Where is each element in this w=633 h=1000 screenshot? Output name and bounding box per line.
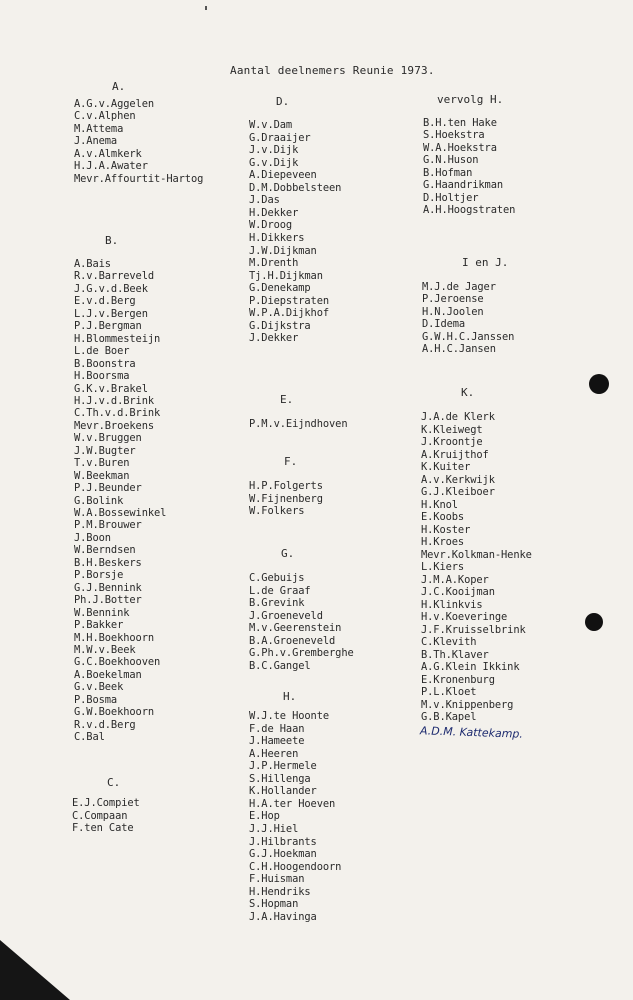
participant-name: M.v.Knippenberg (421, 698, 514, 711)
participant-name: J.W.Bugter (74, 444, 136, 457)
participant-name: J.Kroontje (421, 436, 483, 448)
participant-name: L.Kiers (421, 561, 465, 573)
participant-name: J.W.Dijkman (249, 244, 317, 257)
participant-name: B.H.ten Hake (423, 117, 497, 129)
participant-name: G.N.Huson (423, 154, 479, 167)
participant-name: P.M.Brouwer (74, 519, 142, 532)
participant-name: W.P.A.Dijkhof (249, 307, 330, 320)
participant-name: G.J.Hoekman (249, 848, 317, 861)
participant-name: P.M.v.Eijndhoven (249, 418, 348, 430)
participant-name: H.Boorsma (74, 370, 130, 383)
participant-name: P.Bosma (74, 693, 118, 706)
participant-name: K.Hollander (249, 785, 317, 798)
section-heading: E. (280, 393, 294, 406)
participant-name: J.Boon (74, 531, 111, 544)
participant-name: J.M.A.Koper (421, 573, 489, 586)
section-heading: vervolg H. (437, 93, 504, 106)
participant-name: H.Blommesteijn (74, 332, 161, 345)
section-heading: K. (461, 386, 475, 399)
participant-name: K.Kleiwegt (421, 423, 483, 436)
participant-name: G.C.Boekhooven (74, 656, 161, 669)
participant-name: J.J.Hiel (249, 822, 299, 835)
participant-name: A.v.Almkerk (74, 147, 142, 160)
participant-name: B.H.Beskers (74, 556, 142, 569)
participant-name: H.A.ter Hoeven (249, 797, 336, 810)
participant-name: H.Hendriks (249, 885, 311, 898)
participant-name: C.Th.v.d.Brink (74, 407, 161, 420)
participant-name: A.Boekelman (74, 668, 142, 681)
participant-name: M.H.Boekhoorn (74, 631, 155, 644)
participant-name: H.Klinkvis (421, 598, 483, 611)
participant-name: S.Hopman (249, 898, 299, 911)
participant-name: W.v.Bruggen (74, 432, 142, 445)
participant-name: J.Groeneveld (249, 609, 323, 622)
participant-name: W.Droog (249, 219, 293, 232)
participant-name: H.v.Koeveringe (421, 611, 508, 623)
participant-name: S.Hillenga (249, 772, 311, 785)
participant-name: A.G.Klein Ikkink (421, 661, 520, 673)
participant-name: M.Drenth (249, 257, 299, 270)
participant-name: Mevr.Affourtit-Hartog (74, 172, 204, 185)
participant-name: L.J.v.Bergen (74, 307, 148, 320)
participant-name: F.de Haan (249, 722, 305, 735)
participant-name: G.J.Kleiboer (421, 486, 495, 498)
participant-name: Tj.H.Dijkman (249, 269, 323, 282)
participant-name: E.v.d.Berg (74, 295, 136, 308)
participant-name: B.Grevink (249, 597, 305, 609)
participant-name: H.Knol (421, 498, 458, 511)
participant-name: B.A.Groeneveld (249, 634, 336, 647)
participant-name: Mevr.Kolkman-Henke (421, 548, 532, 561)
participant-name: H.Kroes (421, 536, 465, 548)
participant-name: M.W.v.Beek (74, 643, 136, 656)
section-heading: D. (276, 95, 290, 108)
participant-name: H.J.v.d.Brink (74, 394, 155, 407)
participant-name: E.Koobs (421, 511, 465, 523)
participant-name: J.v.Dijk (249, 144, 299, 157)
participant-name: Ph.J.Botter (74, 594, 142, 607)
participant-name: J.Anema (74, 135, 118, 148)
participant-name: W.Berndsen (74, 544, 136, 557)
participant-name: J.F.Kruisselbrink (421, 623, 526, 636)
participant-name: A.Heeren (249, 747, 299, 760)
participant-name: W.A.Bossewinkel (74, 507, 167, 519)
participant-name: W.J.te Hoonte (249, 710, 330, 722)
section-heading: G. (281, 547, 295, 560)
participant-name: C.Compaan (72, 809, 128, 822)
participant-name: J.Hilbrants (249, 835, 317, 848)
participant-name: K.Kuiter (421, 461, 471, 473)
participant-name: Mevr.Broekens (74, 419, 155, 432)
participant-name: J.G.v.d.Beek (74, 282, 148, 295)
participant-name: P.L.Kloet (421, 686, 477, 698)
participant-name: G.W.Boekhoorn (74, 706, 155, 719)
participant-name: M.v.Geerenstein (249, 622, 342, 634)
participant-name: A.H.C.Jansen (422, 343, 496, 356)
scan-speck (205, 6, 207, 10)
participant-name: C.H.Hoogendoorn (249, 860, 342, 873)
participant-name: B.Hofman (423, 166, 473, 179)
participant-name: P.J.Beunder (74, 482, 142, 495)
page-title: Aantal deelnemers Reunie 1973. (230, 64, 435, 77)
handwritten-name: A.D.M. Kattekamp. (419, 724, 524, 741)
participant-name: G.Bolink (74, 494, 124, 507)
participant-name: M.Attema (74, 122, 124, 135)
participant-name: R.v.d.Berg (74, 718, 136, 731)
participant-name: E.Kronenburg (421, 673, 495, 686)
participant-name: B.Boonstra (74, 357, 136, 370)
participant-name: F.ten Cate (72, 822, 134, 835)
participant-name: P.Diepstraten (249, 294, 330, 307)
participant-name: H.P.Folgerts (249, 480, 323, 492)
participant-name: W.Bennink (74, 606, 130, 619)
participant-name: E.Hop (249, 810, 280, 823)
participant-name: F.Huisman (249, 873, 305, 886)
participant-name: C.Bal (74, 731, 105, 744)
participant-name: W.v.Dam (249, 119, 293, 131)
participant-name: J.C.Kooijman (421, 586, 495, 598)
participant-name: C.v.Alphen (74, 110, 136, 123)
participant-name: P.Jeroense (422, 293, 484, 306)
participant-name: G.v.Dijk (249, 156, 299, 169)
participant-name: J.A.Havinga (249, 910, 317, 923)
participant-name: J.Das (249, 194, 280, 207)
section-heading: C. (107, 776, 121, 789)
participant-name: G.W.H.C.Janssen (422, 330, 515, 343)
participant-name: H.Dekker (249, 206, 299, 219)
participant-name: G.J.Bennink (74, 581, 142, 594)
section-heading: A. (112, 80, 126, 93)
participant-name: D.M.Dobbelsteen (249, 181, 342, 194)
section-heading: I en J. (462, 256, 509, 269)
participant-name: T.v.Buren (74, 457, 130, 470)
participant-name: C.Klevith (421, 636, 477, 648)
participant-name: A.Kruijthof (421, 448, 489, 461)
participant-name: G.Ph.v.Gremberghe (249, 647, 354, 659)
punch-hole-top (589, 374, 609, 394)
participant-name: P.J.Bergman (74, 320, 142, 333)
participant-name: H.Dikkers (249, 231, 305, 244)
participant-name: W.Beekman (74, 469, 130, 482)
participant-name: G.Haandrikman (423, 179, 504, 192)
participant-name: W.A.Hoekstra (423, 141, 497, 154)
section-heading: F. (284, 455, 298, 468)
participant-name: P.Bakker (74, 619, 124, 632)
participant-name: A.H.Hoogstraten (423, 204, 516, 217)
participant-name: B.Th.Klaver (421, 648, 489, 661)
participant-name: A.Diepeveen (249, 169, 317, 182)
participant-name: S.Hoekstra (423, 129, 485, 142)
participant-name: J.Dekker (249, 332, 299, 345)
participant-name: G.B.Kapel (421, 711, 477, 723)
participant-name: G.Draaijer (249, 131, 311, 144)
section-heading: B. (105, 234, 119, 247)
participant-name: H.Koster (421, 523, 471, 536)
participant-name: P.Borsje (74, 569, 124, 582)
section-heading: H. (283, 690, 297, 703)
participant-name: H.J.A.Awater (74, 160, 148, 173)
participant-name: G.Dijkstra (249, 319, 311, 332)
participant-name: W.Folkers (249, 505, 305, 517)
participant-name: G.v.Beek (74, 681, 124, 694)
participant-name: J.Hameete (249, 735, 305, 748)
participant-name: J.A.de Klerk (421, 411, 495, 423)
participant-name: H.N.Joolen (422, 305, 484, 318)
participant-name: A.v.Kerkwijk (421, 473, 495, 486)
participant-name: A.G.v.Aggelen (74, 98, 155, 110)
participant-name: R.v.Barreveld (74, 270, 155, 283)
participant-name: D.Holtjer (423, 191, 479, 204)
participant-name: A.Bais (74, 258, 111, 270)
participant-name: M.J.de Jager (422, 281, 496, 293)
participant-name: E.J.Compiet (72, 797, 140, 809)
participant-name: C.Gebuijs (249, 572, 305, 584)
participant-name: G.K.v.Brakel (74, 382, 148, 395)
punch-hole-bottom (585, 613, 603, 631)
scan-corner-shadow (0, 940, 70, 1000)
participant-name: D.Idema (422, 318, 466, 331)
participant-name: B.C.Gangel (249, 659, 311, 672)
participant-name: L.de Graaf (249, 584, 311, 597)
participant-name: W.Fijnenberg (249, 492, 323, 505)
participant-name: G.Denekamp (249, 282, 311, 295)
participant-name: J.P.Hermele (249, 760, 317, 773)
participant-name: L.de Boer (74, 345, 130, 358)
